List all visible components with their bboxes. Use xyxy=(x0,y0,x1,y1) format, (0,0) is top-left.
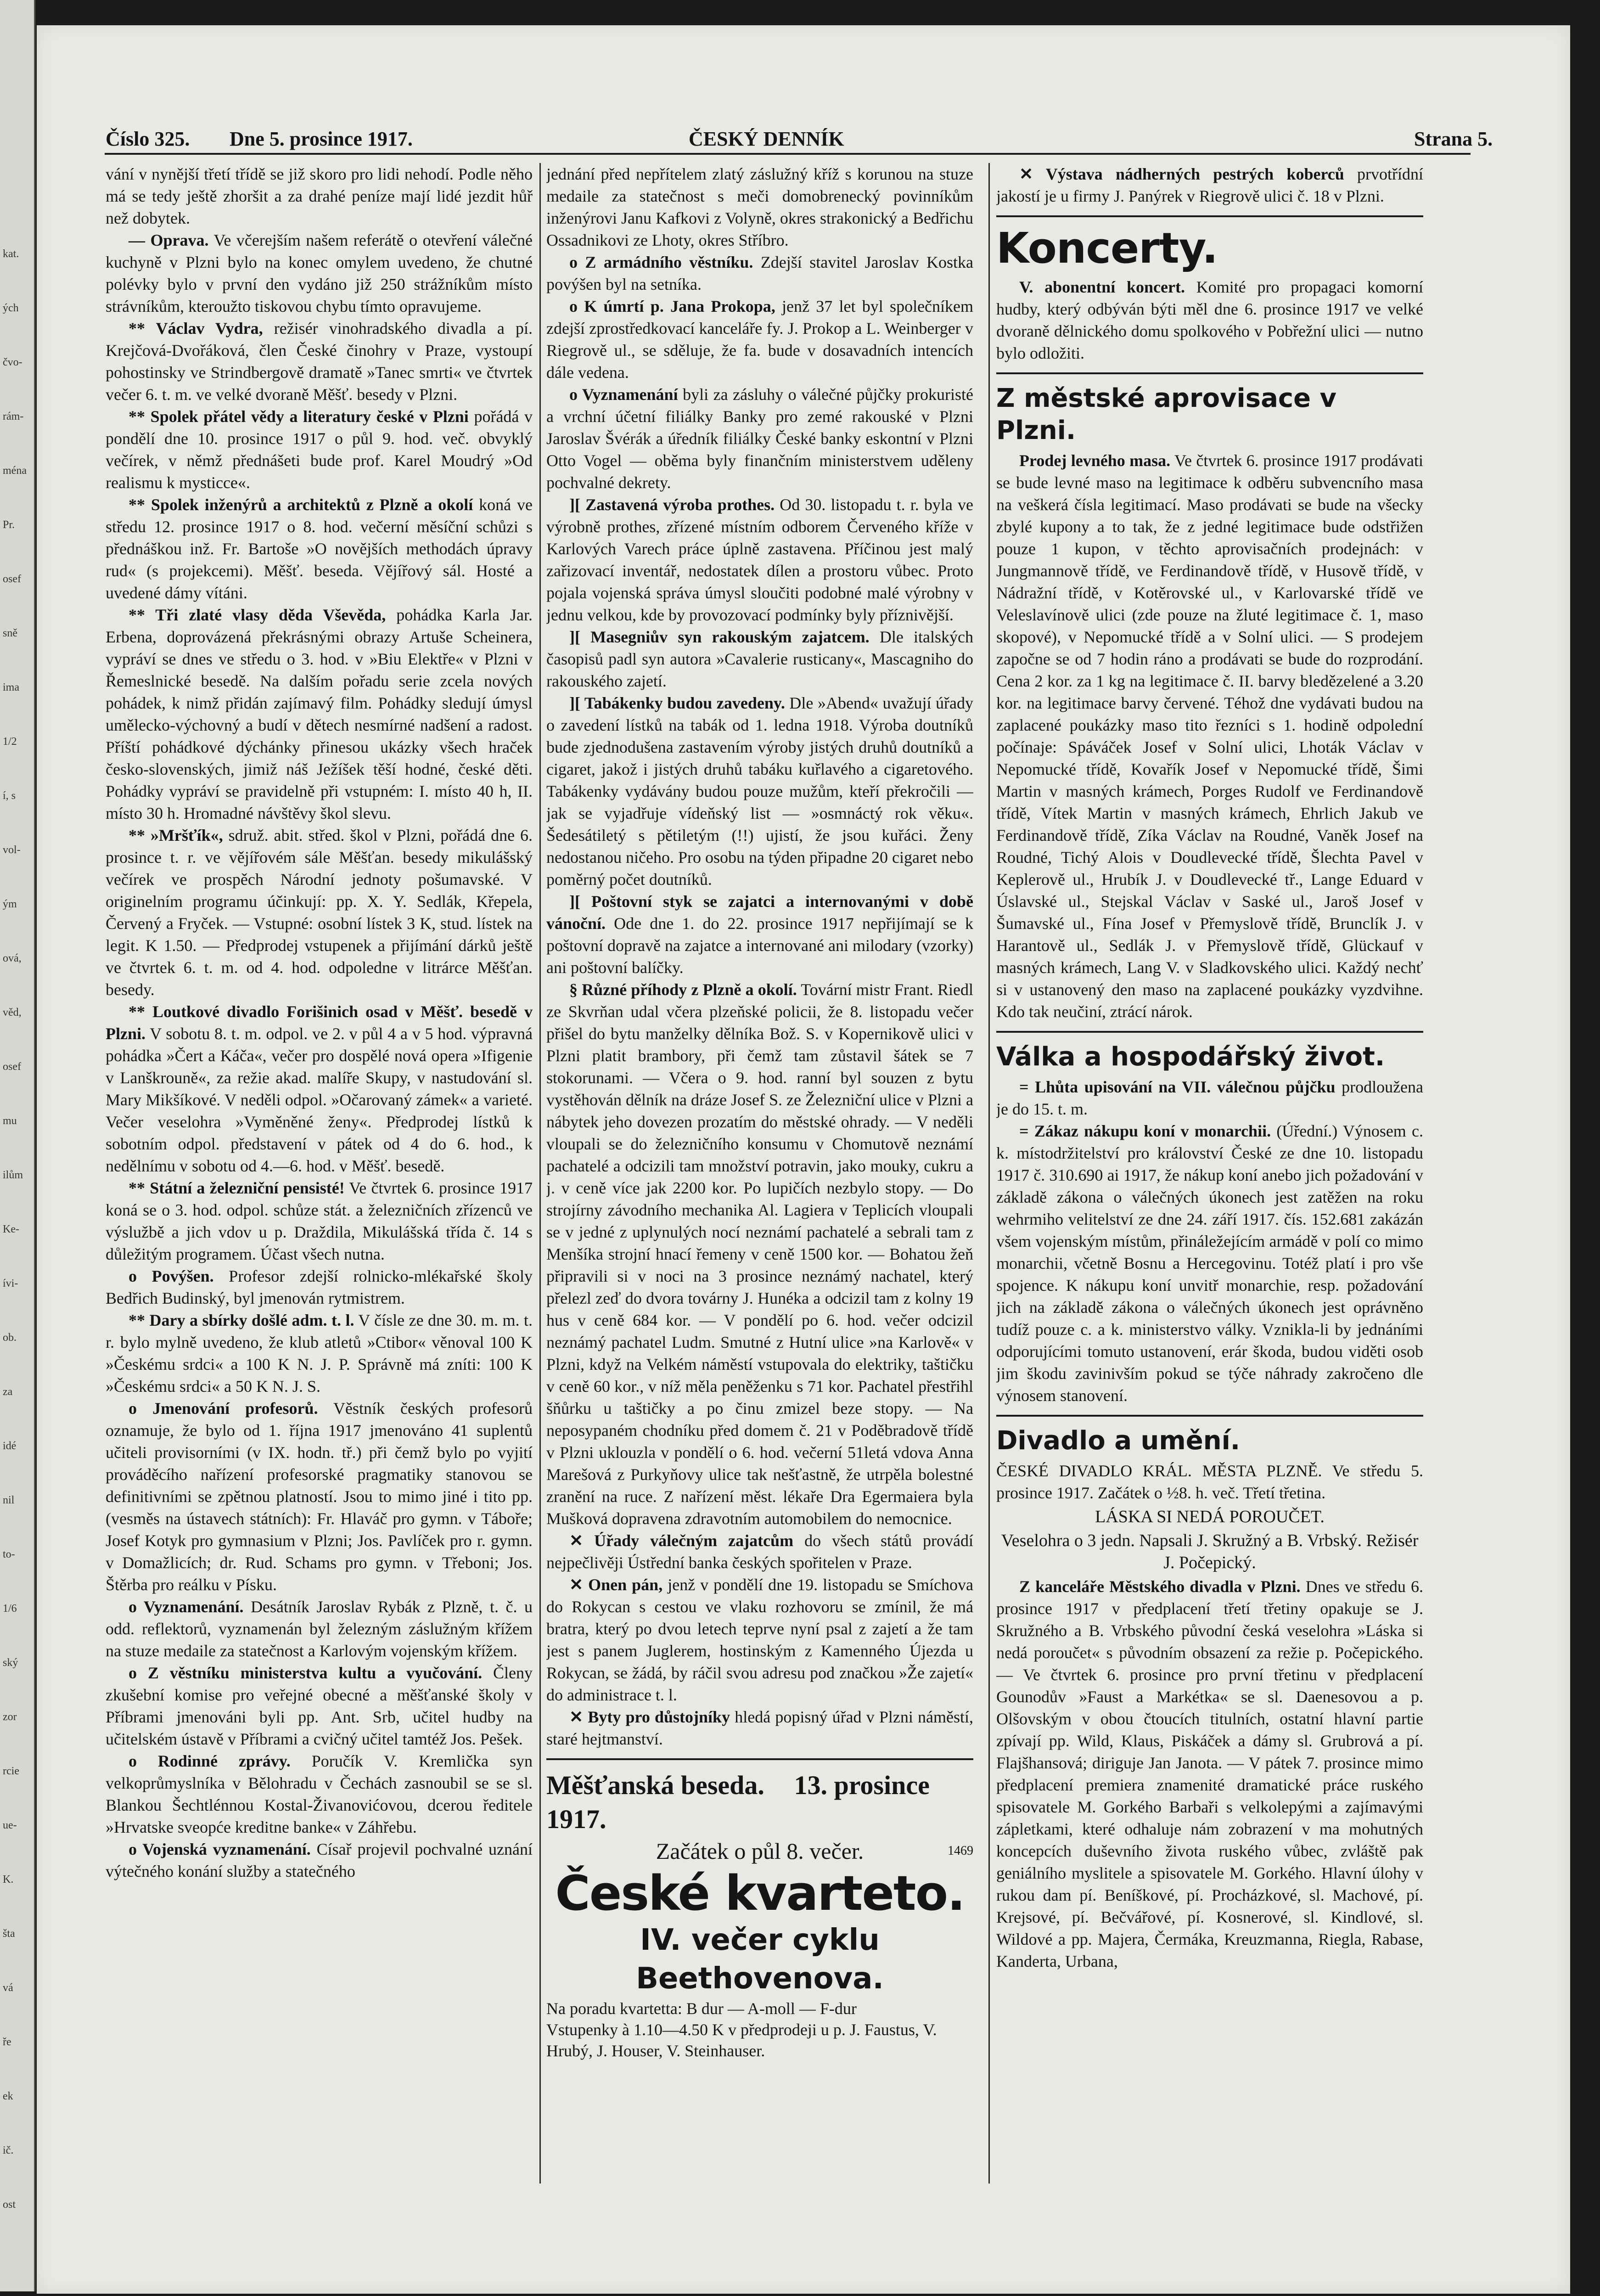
news-body: (Úřední.) Výnosem c. k. místodržitelství pro království České ze dne 10. listopadu 1917 č. 310.690 ai 1917, že nákup koní anebo jich požadování v základě zákona o válečných úkonech jest zatěžen na roku wehrmiho velitelství ze dne 24. září 1917. čís. 152.681 zakázán všem vojenským místům, přináležejícím armádě v polí co mimo monarchii, včetně Bosnu a Hercegovinu. Totéž platí i pro vše spojence. K nákupu koní unvitř monarchie, resp. požadování jich na základě zákona o válečných úkonech jest oprávněno tudíž pouze c. a k. ministerstvo války. Vznikla-li by jednáními odporujícími tomuto ustanovení, erár škoda, budou viděti osob jim škodu zavinivším pokud se týče náhrady zakročeno dle výnosem stanovení. xyxy=(996,1122,1423,1405)
news-paragraph xyxy=(996,276,1423,364)
news-lead: ][ Poštovní styk se zajatci a internovanými v době vánoční. xyxy=(546,892,973,933)
news-body: V sobotu 8. t. m. odpol. ve 2. v půl 4 a v 5 hod. výpravná pohádka »Čert a Káča«, večer pro dospělé nová opera »Ifigenie v Lanškrouně«, za režie akad. malíře Skupy, v nastudování sl. Mary Mikšíkové. V neděli odpol. »Očarovaný zámek« a varieté. Večer veselohra »Vyměněné ženy«. Předprodej lístků k sobotním odpol. představení v pátek od 4 do 6. hod., k nedělnímu v sobotu od 4.—6. hod. v Měšť. besedě. xyxy=(106,1024,533,1175)
news-paragraph xyxy=(546,383,973,494)
prev-page-fragment: vá xyxy=(3,1982,13,1994)
news-lead: ][ Masegniův syn rakouským zajatcem. xyxy=(569,628,870,646)
news-paragraph xyxy=(106,1177,533,1265)
news-body: Profesor zdejší rolnicko-mlékařské školy Bedřich Budinský, byl jmenován rytmistrem. xyxy=(106,1267,533,1307)
news-lead: ** Dary a sbírky došlé adm. t. l. xyxy=(129,1311,354,1329)
news-lead: ✕ Úřady válečným zajatcům xyxy=(569,1531,794,1550)
news-lead: ✕ Byty pro důstojníky xyxy=(569,1708,730,1726)
news-body: režisér vinohradského divadla a pí. Krejčová-Dvořáková, člen České činohry v Praze, vystoupí pohostinsky ve Strindbergově dramatě »Tanec smrti« ve čtvrtek večer 6. t. m. ve velké dvoraně Měšť. besedy v Plzni. xyxy=(106,319,533,404)
news-lead: o Vyznamenání. xyxy=(129,1598,244,1616)
news-paragraph xyxy=(106,229,533,317)
news-body: V čísle ze dne 30. m. m. t. r. bylo mylně uvedeno, že klub atletů »Ctibor« věnoval 100 K »Českému srdci« a 100 K N. J. P. Správně má zníti: 100 K »Českému srdci« a 50 K N. J. S. xyxy=(106,1311,533,1396)
section-heading: Z městské aprovisace v Plzni. xyxy=(996,383,1337,445)
prev-page-fragment: rcie xyxy=(3,1765,19,1777)
concert-advertisement xyxy=(546,1768,973,2061)
news-lead: ][ Tabákenky budou zavedeny. xyxy=(569,694,785,712)
section-rule xyxy=(996,372,1423,374)
ad-number: 1469 xyxy=(948,1844,973,1858)
section-heading: Koncerty. xyxy=(996,224,1218,273)
prev-page-fragment: ský xyxy=(3,1657,18,1669)
prev-page-fragment: vol- xyxy=(3,844,21,856)
prev-page-fragment: za xyxy=(3,1386,13,1398)
news-body: Císař projevil pochvalné uznání výtečného konání služby a statečného xyxy=(106,1840,533,1880)
prev-page-fragment: sně xyxy=(3,627,17,639)
prev-page-fragment: Pr. xyxy=(3,519,15,531)
prev-page-fragment: ým xyxy=(3,898,17,910)
news-body: Zdejší stavitel Jaroslav Kostka povýšen byl na setníka. xyxy=(546,253,973,293)
news-paragraph xyxy=(546,890,973,979)
playbill-line: LÁSKA SI NEDÁ POROUČET. xyxy=(1095,1507,1325,1526)
news-paragraph xyxy=(996,450,1423,1023)
news-paragraph xyxy=(106,1750,533,1838)
news-lead: o Z armádního věstníku. xyxy=(569,253,753,271)
issue-number: Číslo 325. xyxy=(106,128,190,150)
news-paragraph xyxy=(106,405,533,494)
prev-page-fragment: mu xyxy=(3,1115,17,1127)
prev-page-fragment: nil xyxy=(3,1494,15,1506)
prev-page-fragment: Ke- xyxy=(3,1223,19,1235)
prev-page-fragment: osef xyxy=(3,1061,21,1073)
prev-page-fragment: ič. xyxy=(3,2144,14,2156)
news-lead: ** »Mršťík«, xyxy=(129,826,223,844)
ad-program: Na poradu kvartetta: B dur — A-moll — F-dur xyxy=(546,1999,857,2018)
news-paragraph xyxy=(546,979,973,1530)
news-body: sdruž. abit. střed. škol v Plzni, pořádá dne 6. prosince t. r. ve vějířovém sále Měšťan. besedy mikulášský večírek ve prospěch Národní jednoty pošumavské. V originelním programu účinkují: pp. X. Y. Sedlák, Křepela, Červený a Fryček. — Vstupné: osobní lístek 3 K, stud. lístek na legit. K 1.50. — Předprodej vstupenek a přijímání dárků ještě ve čtvrtek 6. t. m. od 4. hod. odpoledne v litrárce Měšťan. besedy. xyxy=(106,826,533,999)
column-1 xyxy=(106,163,533,2197)
news-body: prodloužena je do 15. t. m. xyxy=(996,1078,1423,1118)
prev-page-fragment: šta xyxy=(3,1928,15,1940)
news-body: Členy zkušební komise pro veřejné obecné a měšťanské školy v Příbrami jmenováni byli pp. Ant. Srb, učitel hudby na učitelském ústavě v Příbrami a cvičný učitel tamtéž Jos. Pešek. xyxy=(106,1664,533,1748)
prev-page-fragment: K. xyxy=(3,1874,14,1885)
prev-page-fragment: í, s xyxy=(3,790,16,802)
news-body: koná ve středu 12. prosince 1917 o 8. hod. večerní měsíční schůzi s přednáškou inž. Fr. Bartoše »O novějších methodách úpravy rud« (s projekcemi). Měšť. beseda. Vějířový sál. Hosté a uvedené dámy vítáni. xyxy=(106,495,533,602)
news-lead: o Z věstníku ministerstva kultu a vyučování. xyxy=(129,1664,483,1682)
prev-page-fragment: 1/6 xyxy=(3,1603,17,1615)
news-body: Ve čtvrtek 6. prosince 1917 prodávati se bude levné maso na legitimace k odběru subvencního masa na veškerá čísla legitimací. Maso prodávati se bude na všecky zbylé kupony a to tak, že z jedné legitimace bude odstřižen pouze 1 kupon, v těchto aprovisačních prodejnách: v Jungmannově třídě, ve Ferdinandově třídě, v Husově třídě, v Nádražní třídě, v Kotěrovské ul., v Karlovarské třídě ve Veleslavínově ulici (zde pouze na žluté legitimace č. 1, maso skopové), v Nepomucké třídě a v Solní ulici. — S prodejem započne se od 7 hodin ráno a prodávati se bude do rozprodání. Cena 2 kor. za 1 kg na legitimace č. II. barvy bledězelené a 3.20 kor. na legitimace barvy červené. Téhož dne vydávati budou na zaplacené poukázky maso tito řezníci s 1. hodině odpolední počínaje: Spáváček Josef v Solní ulici, Lhoták Václav v Nepomucké třídě, Kovařík Josef v Nepomucké třídě, Šimi Martin v masných krámech, Porges Rudolf ve Ferdinandově třídě, Vítek Martin v masných krámech, Ehrlich Jakub ve Ferdinandově třídě, Zíka Václav na Roudné, Vaněk Josef na Roudné, Tichý Alois v Doudlevecké třídě, Šlechta Pavel v Keplerově ul., Hrubík J. v Doudlevecké tř., Lange Eduard v Úslavské ul., Stejskal Václav v Saské ul., Jaroš Josef v Šumavské ul., Fína Josef v Přemyslově třídě, Brunclík J. v Harantově ul., Sedlák J. v Přemyslově třídě, Glückauf v masných krámech, Lang V. v Sladkovského ulici. Každý nechť si v ustanovený den maso na zaplacené poukázky vyzdvihne. Kdo tak neučiní, ztrácí nárok. xyxy=(996,451,1423,1021)
news-body: do všech států provádí nejpečlivěji Ústřední banka českých spořitelen v Praze. xyxy=(546,1531,973,1572)
news-lead: o Vyznamenání xyxy=(569,385,678,404)
news-paragraph xyxy=(996,1460,1423,1504)
news-body: Ve čtvrtek 6. prosince 1917 koná se o 3. hod. odpol. schůze stát. a železničních zřízenců ve výslužbě a jich vdov u p. Draždila, Mikulášská třída č. 14 s důležitým programem. Účast všech nutna. xyxy=(106,1179,533,1263)
ad-top-rule xyxy=(546,1758,973,1760)
playbill-line: Veselohra o 3 jedn. Napsali J. Skružný a B. Vrbský. Režisér J. Počepický. xyxy=(1001,1531,1419,1572)
prev-page-fragment: osef xyxy=(3,573,21,585)
prev-page-fragment: to- xyxy=(3,1548,15,1560)
news-paragraph xyxy=(546,295,973,383)
news-body: Věstník českých profesorů oznamuje, že bylo od 1. října 1917 jmenováno 41 suplentů učiteli provisorními (v IX. hodn. tř.) při čemž bylo po vyjití prováděcího nařízení profesorské pragmatiky stanovou se definitivními se zpětnou platností. Jsou to mimo jiné i tito pp. (vesměs na ústavech státních): Fr. Hlaváč pro gymn. v Táboře; Josef Kotyk pro gymnasium v Plzni; Jos. Pavlíček pro r. gymn. v Domažlicích; dr. Rud. Schams pro gymn. v Třeboni; Jos. Štěrba pro reálku v Písku. xyxy=(106,1399,533,1594)
news-lead: o K úmrtí p. Jana Prokopa, xyxy=(569,297,775,315)
section-rule xyxy=(996,1415,1423,1417)
news-lead: o Povýšen. xyxy=(129,1267,214,1285)
news-lead: ** Spolek inženýrů a architektů z Plzně a okolí xyxy=(129,495,473,514)
prev-page-fragment: ých xyxy=(3,302,19,314)
news-body: hledá popisný úřad v Plzni náměstí, staré hejtmanství. xyxy=(546,1708,973,1748)
column-divider xyxy=(539,163,541,2183)
news-paragraph xyxy=(546,1530,973,1574)
prev-page-fragment: ová, xyxy=(3,952,22,964)
news-body: Ode dne 1. do 22. prosince 1917 nepřijímají se k poštovní dopravě na zajatce a internované ani milodary (vzorky) ani poštovní balíčky. xyxy=(546,914,973,977)
news-lead: Prodej levného masa. xyxy=(1019,451,1171,470)
prev-page-fragment: věd, xyxy=(3,1007,22,1019)
news-body: Komité pro propagaci komorní hudby, který odbýván býti měl dne 6. prosince 1917 ve velké dvoraně dělnického domu spolkového v Pobřežní ulici — nutno bylo odložiti. xyxy=(996,278,1423,362)
news-body: Tovární mistr Frant. Riedl ze Skvrňan udal včera plzeňské policii, že 8. listopadu večer přišel do bytu manželky dělníka Bož. S. v Kopernikově ulici v Plzni platit brambory, při čemž tam zůstavil šátek se 7 stokorunami. — Včera o 9. hod. ranní byl souzen z bytu vystěhován dělník na dráze Josef S. ze Železniční ulice v Plzni a nábytek jeho dovezen prozatím do městské ohrady. — V neděli vloupali se do železničního konsumu v Chomutově neznámí pachatelé a odcizili tam množství potravin, jako mouky, cukru a j. v ceně více jak 2200 kor. Po lupičích nezbylo stopy. — Do strojírny závodního mechanika Al. Lagiera v Teplicích vloupali se v jedné z uplynulých nocí neznámí pachatelé a sebrali tam z Menšíka strojní hnací řemeny v ceně 1500 kor. — Bohatou žeň připravili si v noci na 3 prosince neznámý nachatel, který přelezl zeď do dvora továrny J. Hunéka a odcizil tam z kolny 19 hus v ceně 684 kor. — V pondělí po 6. hod. večer odcizil neznámý pachatel Ludm. Smutné z Hutní ulice »na Karlově« v Plzni, když na Velkém náměstí vstupovala do elektriky, taštičku v ceně 60 kor., v níž měla peněženku s 71 kor. Pachatel přestřihl šňůrku u taštičky a po činu zmizel beze stopy. — Na neposypaném chodníku před domem č. 21 v Poděbradově třídě v Plzni uklouzla v pondělí o 6. hod. večerní 51letá vdova Anna Marešová z Purkyňovy ulice tak nešťastně, že utrpěla bolestné zranění na ruce. Z nařízení měst. lékaře Dra Egermaiera byla Mušková dopravena zdravotním automobilem do nemocnice. xyxy=(546,980,973,1528)
ad-date: 13. prosince 1917. xyxy=(546,1770,930,1834)
news-body: Poručík V. Kremlička syn velkoprůmyslníka v Bělohradu v Čechách zasnoubil se se sl. Blankou Šechtlénnou Kostal-Živanovićovou, dcerou ředitele »Hrvatske sveopće kreditne banke« v Záhřebu. xyxy=(106,1752,533,1836)
prev-page-fragment: ue- xyxy=(3,1819,17,1831)
news-lead: § Různé příhody z Plzně a okolí. xyxy=(569,980,797,999)
masthead: ČESKÝ DENNÍK xyxy=(689,128,844,150)
news-lead: ✕ Výstava nádherných pestrých koberců xyxy=(1019,165,1344,183)
news-body: pohádka Karla Jar. Erbena, doprovázená překrásnými obrazy Artuše Scheinera, vypráví se dnes ve středu o 3. hod. v »Biu Elektře« v Plzni v Řemeslnické besedě. Na dalším pořadu serie zcela nových pohádek, k nimž přidán zajímavý film. Pohádky sledují úmysl umělecko-výchovný a budí v dětech nesmírné nadšení a radost. Příští pohádkové dýchánky přinesou ukázky všech hraček česko-slovenských, jimiž náš Ježíšek těší hodné, české děti. Pohádky vypráví se pravidelně při vstupném: I. místo 40 h, II. místo 30 h. Hromadné návštěvy škol slevu. xyxy=(106,606,533,822)
news-paragraph xyxy=(106,824,533,1001)
news-paragraph xyxy=(106,1662,533,1750)
news-paragraph xyxy=(546,626,973,692)
news-body: prvotřídní jakostí je u firmy J. Panýrek v Riegrově ulici č. 18 v Plzni. xyxy=(996,165,1423,205)
news-lead: o Rodinné zprávy. xyxy=(129,1752,291,1770)
newspaper-page xyxy=(37,25,1570,2294)
news-lead: ** Tři zlaté vlasy děda Vševěda, xyxy=(129,606,386,624)
news-paragraph xyxy=(996,1576,1423,1972)
news-paragraph xyxy=(106,163,533,229)
news-body: vání v nynější třetí třídě se již skoro pro lidi nehodí. Podle něho má se tedy ještě zhoršit a za drahé peníze mají lidé jezdit hůř než dobytek. xyxy=(106,165,533,227)
news-lead: ][ Zastavená výroba prothes. xyxy=(569,495,775,514)
news-paragraph xyxy=(106,604,533,824)
news-paragraph xyxy=(106,494,533,604)
ad-subtitle: IV. večer cyklu Beethovenova. xyxy=(636,1923,884,1996)
news-paragraph xyxy=(106,1596,533,1662)
news-lead: Z kanceláře Městského divadla v Plzni. xyxy=(1019,1577,1301,1596)
news-paragraph xyxy=(996,1076,1423,1120)
news-body: pořádá v pondělí dne 10. prosince 1917 o půl 9. hod. več. obvyklý večírek, v němž přednášeti bude prof. Karel Moudrý »Od realismu k mysticce«. xyxy=(106,407,533,492)
prev-page-fragment: ek xyxy=(3,2090,13,2102)
news-lead: o Jmenování profesorů. xyxy=(129,1399,318,1418)
page-number: Strana 5. xyxy=(1414,128,1493,150)
news-paragraph xyxy=(996,1120,1423,1407)
header-rule xyxy=(105,153,1471,155)
prev-page-fragment: zor xyxy=(3,1711,17,1723)
news-lead: ** Spolek přátel vědy a literatury české v Plzni xyxy=(129,407,469,426)
prev-page-fragment: ima xyxy=(3,681,19,693)
prev-page-fragment: idé xyxy=(3,1440,17,1452)
news-paragraph xyxy=(106,1838,533,1882)
ad-venue: Měšťanská beseda. xyxy=(546,1770,764,1800)
previous-page-edge xyxy=(0,0,35,2291)
news-paragraph xyxy=(546,1706,973,1750)
news-paragraph xyxy=(106,1309,533,1397)
ad-title: České kvarteto. xyxy=(555,1865,965,1921)
news-paragraph xyxy=(546,251,973,295)
news-paragraph xyxy=(106,1265,533,1309)
news-body: Desátník Jaroslav Rybák z Plzně, t. č. u odd. reflektorů, vyznamenán byl železným záslužným křížem na stuze medaile za statečnost a Karlovým vojenským křížem. xyxy=(106,1598,533,1660)
news-body: Dle italských časopisů padl syn autora »Cavalerie rusticany«, Mascagniho do rakouského zajetí. xyxy=(546,628,973,690)
news-body: Dnes ve středu 6. prosince 1917 v předplacení třetí třetiny opakuje se J. Skružného a B. Vrbského původní česká veselohra »Láska si nedá poroučet« s původním obsazení za režie p. Počepického. — Ve čtvrtek 6. prosince pro první třetinu v předplacení Gounodův »Faust a Markétka« se sl. Daenesovou a p. Olšovským v obou čtoucích titulních, ostatní hlavní partie zpívají pp. Wild, Klaus, Piskáček a dámy sl. Grubrová a pí. Flajšhansová; diriguje Jan Janota. — V pátek 7. prosince mimo předplacení premiera znamenité dramatické práce ruského spisovatele M. Gorkého Barbaři s velkolepými a zajímavými zápletkami, které odhaluje nám zobrazení v ma mohutných koncepcích duševního života ruského vůbec, zvláště pak geniálního myslitele a spisovatele M. Gorkého. Hlavní úlohy v rukou dam pí. Beníškové, pí. Procházkové, sl. Machové, pí. Krejsové, pí. Bečvářové, pí. Kosnerové, sl. Kindlové, sl. Wildové a pp. Majera, Čermáka, Kreuzmanna, Riegla, Rabase, Kanderta, Urbana, xyxy=(996,1577,1423,1970)
news-paragraph xyxy=(546,163,973,251)
section-rule xyxy=(996,1031,1423,1033)
news-lead: = Zákaz nákupu koní v monarchii. xyxy=(1019,1122,1271,1140)
ad-venue-date xyxy=(546,1768,973,1836)
news-lead: ** Václav Vydra, xyxy=(129,319,263,338)
news-lead: ✕ Onen pán, xyxy=(569,1576,663,1594)
column-3 xyxy=(996,163,1423,2197)
prev-page-fragment: kat. xyxy=(3,248,19,260)
news-body: byli za zásluhy o válečné půjčky prokuristé a vrchní účetní filiálky Banky pro zemé rakouské v Plzni Jaroslav Švérák a úředník filiálky České banky eskontní v Plzni Otto Vogel — oběma byly finančním ministerstvem uděleny pochvalné dekrety. xyxy=(546,385,973,492)
news-body: ČESKÉ DIVADLO KRÁL. MĚSTA PLZNĚ. Ve středu 5. prosince 1917. Začátek o ½8. h. več. Třetí třetina. xyxy=(996,1462,1423,1502)
prev-page-fragment: ře xyxy=(3,2036,11,2048)
prev-page-fragment: ilům xyxy=(3,1169,23,1181)
news-paragraph xyxy=(546,1574,973,1706)
news-body: jenž 37 let byl společníkem zdejší zprostředkovací kanceláře fy. J. Prokop a L. Weinberger v Riegrově ul., se sděluje, že fa. bude v dosavadních intencích dále vedena. xyxy=(546,297,973,382)
news-body: Ve včerejším našem referátě o otevření válečné kuchyně v Plzni bylo na konec omylem uvedeno, že chutné polévky bylo v první den vydáno již 250 strážníkům místo strávníkům, kteroužto tiskovou chybu tímto opravujeme. xyxy=(106,231,533,315)
prev-page-fragment: rám- xyxy=(3,411,24,422)
ad-start xyxy=(546,1836,973,1866)
section-heading: Divadlo a umění. xyxy=(996,1426,1241,1456)
prev-page-fragment: čvo- xyxy=(3,356,22,368)
news-paragraph xyxy=(106,1397,533,1596)
news-body: Dle »Abend« uvažují úřady o zavedení lístků na tabák od 1. ledna 1918. Výroba doutníků bude zjednodušena zastavením výroby jistých druhů doutníků a cigaret, jakož i jistých druhů tabáku kuřlavého a cigaretového. Tabákenky vydávány budou pouze mužům, kteří překročili — jak se vyjadřuje vídeňský list — »osmnáctý rok věku«. Šedesátiletý s pětiletým (!!) ujistí, že jsou kuřáci. Ženy nedostanou ničeho. Pro osobu na týden připadne 20 cigaret nebo poměrný počet doutníků. xyxy=(546,694,973,889)
news-lead: o Vojenská vyznamenání. xyxy=(129,1840,311,1858)
section-rule xyxy=(996,215,1423,217)
ad-tickets: Vstupenky à 1.10—4.50 K v předprodeji u p. J. Faustus, V. Hrubý, J. Houser, V. Steinhauser. xyxy=(546,2020,937,2060)
column-divider xyxy=(988,163,990,2183)
news-body: Od 30. listopadu t. r. byla ve výrobně prothes, zřízené místním odborem Červeného kříže v Karlových Varech práce úplně zastavena. Příčinou jest malý zařizovací inventář, nedostatek dílen a prostoru vůbec. Proto pojala vojenská správa úmysl sloučiti podobné malé výrobny v jednu velkou, kde by provozovací podmínky byly příznivější. xyxy=(546,495,973,624)
news-lead: ** Loutkové divadlo Forišinich osad v Měšť. besedě v Plzni. xyxy=(106,1002,533,1043)
issue-date: Dne 5. prosince 1917. xyxy=(230,128,413,150)
section-heading: Válka a hospodářský život. xyxy=(996,1042,1385,1072)
news-paragraph xyxy=(996,163,1423,207)
prev-page-fragment: ména xyxy=(3,465,27,477)
news-lead: V. abonentní koncert. xyxy=(1019,278,1185,296)
news-lead: = Lhůta upisování na VII. válečnou půjčku xyxy=(1019,1078,1336,1096)
news-lead: ** Státní a železniční pensisté! xyxy=(129,1179,345,1197)
news-lead: — Oprava. xyxy=(129,231,209,249)
news-body: jenž v pondělí dne 19. listopadu se Smíchova do Rokycan s cestou ve vlaku rozhovoru se zmínil, že má bratra, který po dvou letech teprve nyní psal z zajetí a že tam jest s panem Juglerem, hostinským z Kamenného Újezda u Rokycan, se žádá, by ráčil svou adresu pod značkou »Že zajetí« do administrace t. l. xyxy=(546,1576,973,1704)
prev-page-fragment: ost xyxy=(3,2199,16,2211)
news-body: jednání před nepřítelem zlatý záslužný kříž s korunou na stuze medaile za statečnost s meči domobrenecký povinníkům inženýrovi Janu Kafkovi z Volyně, okres strakonický a Bedřichu Ossadnikovi ze Lhoty, okres Stříbro. xyxy=(546,165,973,249)
news-paragraph xyxy=(106,317,533,405)
prev-page-fragment: ívi- xyxy=(3,1277,18,1289)
column-2-articles xyxy=(546,163,973,1750)
news-paragraph xyxy=(106,1001,533,1177)
prev-page-fragment: ob. xyxy=(3,1332,17,1344)
news-paragraph xyxy=(546,692,973,890)
news-paragraph xyxy=(546,494,973,626)
column-2 xyxy=(546,163,973,2197)
ad-start-text: Začátek o půl 8. večer. xyxy=(656,1838,864,1864)
prev-page-fragment: 1/2 xyxy=(3,736,17,748)
